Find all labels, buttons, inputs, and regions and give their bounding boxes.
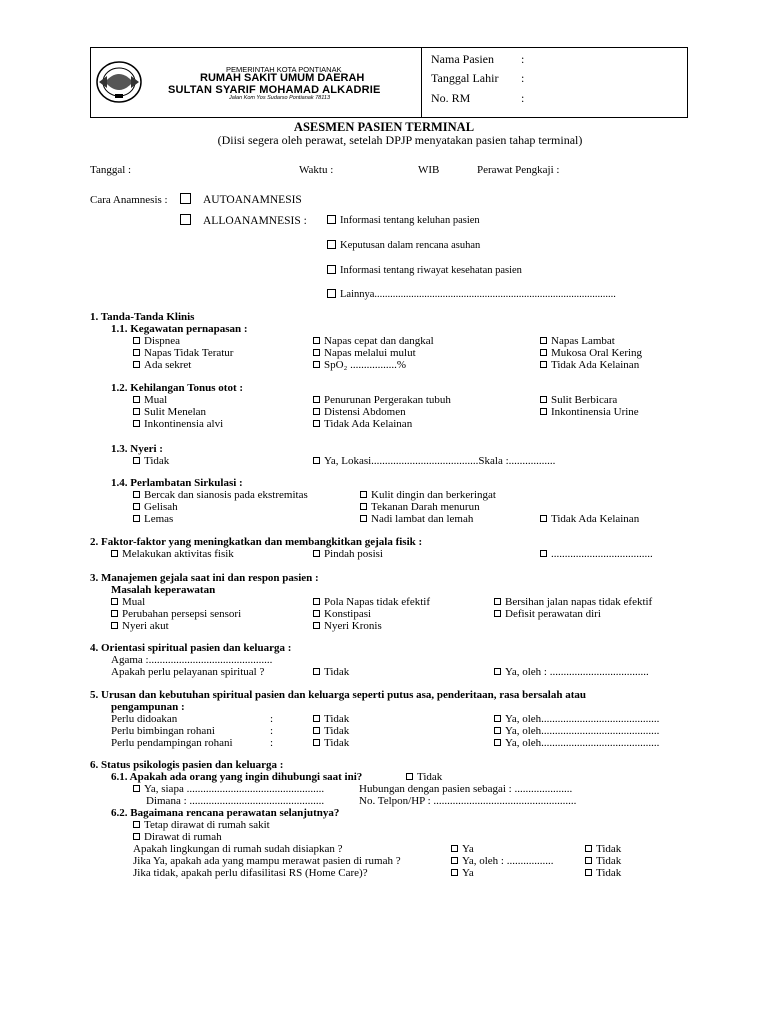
checkbox-icon xyxy=(313,396,320,403)
checkbox-item[interactable] xyxy=(133,348,233,359)
item-label: Kulit dingin dan berkeringat xyxy=(371,489,496,501)
checkbox-icon xyxy=(540,361,547,368)
allo-opt-2[interactable] xyxy=(327,240,480,252)
colon: : xyxy=(270,725,274,737)
item-label: Ya, oleh........................................... xyxy=(505,737,660,749)
checkbox-item[interactable] xyxy=(133,784,324,795)
item-label: Tidak Ada Kelainan xyxy=(551,513,640,525)
item-label: Perubahan persepsi sensori xyxy=(122,608,242,620)
item-label: ..................................... xyxy=(551,548,653,560)
item-label: Bercak dan sianosis pada ekstremitas xyxy=(144,489,308,501)
checkbox-item[interactable] xyxy=(313,549,383,560)
item-label: Nyeri Kronis xyxy=(324,620,382,632)
checkbox-icon xyxy=(313,457,320,464)
section-1-4-title: 1.4. Perlambatan Sirkulasi : xyxy=(111,477,243,489)
item-label: Ya, oleh : .................................... xyxy=(505,666,649,678)
checkbox-item[interactable] xyxy=(133,395,167,406)
item-label: Tidak xyxy=(596,867,622,879)
checkbox-icon xyxy=(313,550,320,557)
section-4-title: 4. Orientasi spiritual pasien dan keluarga : xyxy=(90,642,292,654)
item-label: Napas cepat dan dangkal xyxy=(324,335,434,347)
row-label: Perlu didoakan xyxy=(111,713,178,725)
item-label: Tidak xyxy=(144,455,170,467)
allo-opt-1[interactable] xyxy=(327,215,480,227)
checkbox-icon xyxy=(313,622,320,629)
item-label: Gelisah xyxy=(144,501,178,513)
opt-label: Informasi tentang riwayat kesehatan pasien xyxy=(340,265,522,276)
section-1-2-title: 1.2. Kehilangan Tonus otot : xyxy=(111,382,244,394)
anamnesa-label: Cara Anamnesis : xyxy=(90,194,168,206)
checkbox-icon xyxy=(313,337,320,344)
opt-label: Informasi tentang keluhan pasien xyxy=(340,215,480,226)
checkbox-item[interactable] xyxy=(313,726,349,737)
checkbox-icon xyxy=(360,503,367,510)
checkbox-icon xyxy=(180,193,191,204)
checkbox-item[interactable] xyxy=(451,868,474,879)
checkbox-item[interactable] xyxy=(451,856,553,867)
checkbox-item[interactable] xyxy=(540,336,615,347)
checkbox-icon xyxy=(133,785,140,792)
item-label: Ada sekret xyxy=(144,359,192,371)
item-label: Melakukan aktivitas fisik xyxy=(122,548,234,560)
checkbox-icon xyxy=(313,610,320,617)
checkbox-item[interactable] xyxy=(585,856,621,867)
page-title: ASESMEN PASIEN TERMINAL xyxy=(293,120,475,134)
checkbox-item[interactable] xyxy=(133,407,206,418)
checkbox-icon xyxy=(494,598,501,605)
checkbox-item[interactable] xyxy=(313,348,416,359)
section-5-title-cont: pengampunan : xyxy=(111,701,185,713)
item-label: Tetap dirawat di rumah sakit xyxy=(144,819,270,831)
row-question: Jika tidak, apakah perlu difasilitasi RS (Home Care)? xyxy=(133,867,368,879)
item-label: Inkontinensia Urine xyxy=(551,406,639,418)
checkbox-icon xyxy=(133,396,140,403)
checkbox-item[interactable] xyxy=(111,597,145,608)
checkbox-item[interactable] xyxy=(585,868,621,879)
checkbox-item[interactable] xyxy=(494,726,659,737)
item-label: Defisit perawatan diri xyxy=(505,608,601,620)
checkbox-item[interactable] xyxy=(133,419,223,430)
field-nama-pasien: Nama Pasien xyxy=(431,52,494,66)
checkbox-item[interactable] xyxy=(360,502,480,513)
checkbox-icon xyxy=(133,833,140,840)
item-label: Tidak xyxy=(324,666,350,678)
section-1-1-title: 1.1. Kegawatan pernapasan : xyxy=(111,323,248,335)
auto-label: AUTOANAMNESIS xyxy=(203,194,302,206)
opt-label: Keputusan dalam rencana asuhan xyxy=(340,240,481,251)
item-label: Tekanan Darah menurun xyxy=(371,501,480,513)
checkbox-icon xyxy=(133,491,140,498)
checkbox-icon xyxy=(327,265,336,274)
checkbox-icon xyxy=(540,349,547,356)
header-box xyxy=(90,47,688,118)
checkbox-item[interactable] xyxy=(133,456,169,467)
item-label: Lemas xyxy=(144,513,174,525)
checkbox-item[interactable] xyxy=(313,407,406,418)
checkbox-item[interactable] xyxy=(133,832,222,843)
item-label: Nyeri akut xyxy=(122,620,169,632)
checkbox-icon xyxy=(327,215,336,224)
item-label: Pola Napas tidak efektif xyxy=(324,596,430,608)
item-label: SpO₂ .................% xyxy=(324,359,407,371)
item-label: Tidak Ada Kelainan xyxy=(324,418,413,430)
gov-name: PEMERINTAH KOTA PONTIANAK xyxy=(226,65,342,74)
field-tanggal-lahir: Tanggal Lahir xyxy=(431,71,499,85)
checkbox-icon xyxy=(360,515,367,522)
checkbox-icon xyxy=(327,289,336,298)
item-label: Dispnea xyxy=(144,335,181,347)
checkbox-item[interactable] xyxy=(313,456,555,467)
item-label: Ya xyxy=(462,867,474,879)
checkbox-icon xyxy=(540,396,547,403)
checkbox-icon xyxy=(540,515,547,522)
checkbox-icon xyxy=(540,550,547,557)
spiritual-question: Apakah perlu pelayanan spiritual ? xyxy=(111,666,265,678)
dimana-field[interactable]: Dimana : ................................................. xyxy=(146,795,325,807)
checkbox-item[interactable] xyxy=(540,549,653,560)
item-label: Pindah posisi xyxy=(324,548,383,560)
checkbox-item[interactable] xyxy=(111,609,241,620)
item-label: Napas Tidak Teratur xyxy=(144,347,234,359)
item-label: Tidak xyxy=(596,843,622,855)
section-1-3-title: 1.3. Nyeri : xyxy=(111,443,163,455)
header-divider xyxy=(421,48,422,117)
checkbox-item[interactable] xyxy=(540,395,617,406)
field-sep: : xyxy=(521,71,525,85)
checkbox-icon xyxy=(111,598,118,605)
checkbox-item[interactable] xyxy=(133,490,308,501)
checkbox-icon xyxy=(451,845,458,852)
checkbox-item[interactable] xyxy=(313,360,406,371)
checkbox-item[interactable] xyxy=(313,419,412,430)
checkbox-item[interactable] xyxy=(540,514,639,525)
colon: : xyxy=(270,713,274,725)
wib-label: WIB xyxy=(418,164,440,176)
checkbox-item[interactable] xyxy=(585,844,621,855)
row-label: Perlu bimbingan rohani xyxy=(111,725,215,737)
checkbox-item[interactable] xyxy=(133,502,178,513)
item-label: Tidak xyxy=(324,713,350,725)
checkbox-item[interactable] xyxy=(111,621,169,632)
checkbox-icon xyxy=(133,420,140,427)
checkbox-item[interactable] xyxy=(494,597,652,608)
checkbox-icon xyxy=(133,349,140,356)
checkbox-icon xyxy=(540,337,547,344)
item-label: Dirawat di rumah xyxy=(144,831,222,843)
checkbox-item[interactable] xyxy=(313,336,434,347)
checkbox-icon xyxy=(451,857,458,864)
checkbox-item[interactable] xyxy=(494,609,601,620)
item-label: Napas melalui mulut xyxy=(324,347,416,359)
checkbox-item[interactable] xyxy=(494,667,649,678)
checkbox-item[interactable] xyxy=(406,772,442,783)
item-label: Mukosa Oral Kering xyxy=(551,347,643,359)
checkbox-icon xyxy=(111,622,118,629)
item-label: Sulit Menelan xyxy=(144,406,207,418)
telp-field[interactable]: No. Telpon/HP : .................................................... xyxy=(359,795,577,807)
item-label: Konstipasi xyxy=(324,608,372,620)
checkbox-item[interactable] xyxy=(133,336,180,347)
checkbox-icon xyxy=(585,869,592,876)
field-sep: : xyxy=(521,52,525,66)
hospital-name-1: RUMAH SAKIT UMUM DAERAH xyxy=(200,72,365,84)
section-6-title: 6. Status psikologis pasien dan keluarga : xyxy=(90,759,284,771)
item-label: Tidak xyxy=(324,725,350,737)
perawat-label: Perawat Pengkaji : xyxy=(477,164,560,176)
checkbox-icon xyxy=(494,610,501,617)
item-label: Ya, oleh........................................... xyxy=(505,725,660,737)
checkbox-icon xyxy=(133,361,140,368)
item-label: Inkontinensia alvi xyxy=(144,418,224,430)
waktu-label: Waktu : xyxy=(299,164,334,176)
item-label: Penurunan Pergerakan tubuh xyxy=(324,394,451,406)
opt-label: Lainnya............................................................................................ xyxy=(340,289,616,300)
item-label: Mual xyxy=(144,394,168,406)
section-2-title: 2. Faktor-faktor yang meningkatkan dan membangkitkan gejala fisik : xyxy=(90,536,423,548)
checkbox-icon xyxy=(133,503,140,510)
checkbox-icon xyxy=(313,420,320,427)
checkbox-icon xyxy=(327,240,336,249)
hospital-name-2: SULTAN SYARIF MOHAMAD ALKADRIE xyxy=(168,84,381,96)
checkbox-icon xyxy=(133,515,140,522)
checkbox-item[interactable] xyxy=(313,738,349,749)
checkbox-icon xyxy=(313,668,320,675)
checkbox-icon xyxy=(313,349,320,356)
item-label: Ya xyxy=(462,843,474,855)
row-label: Perlu pendampingan rohani xyxy=(111,737,233,749)
checkbox-item[interactable] xyxy=(313,621,382,632)
allo-opt-4[interactable] xyxy=(327,289,616,301)
section-5-title: 5. Urusan dan kebutuhan spiritual pasien dan keluarga seperti putus asa, penderitaan, rasa bersalah atau xyxy=(90,689,587,701)
section-6-2-title: 6.2. Bagaimana rencana perawatan selanjutnya? xyxy=(111,807,340,819)
item-label: Nadi lambat dan lemah xyxy=(371,513,474,525)
item-label: Ya, siapa .................................................. xyxy=(144,783,325,795)
item-label: Ya, oleh : ................. xyxy=(462,855,554,867)
checkbox-icon xyxy=(111,610,118,617)
item-label: Tidak xyxy=(324,737,350,749)
checkbox-icon xyxy=(313,361,320,368)
checkbox-item[interactable] xyxy=(360,490,496,501)
item-label: Ya, oleh........................................... xyxy=(505,713,660,725)
item-label: Tidak Ada Kelainan xyxy=(551,359,640,371)
checkbox-icon xyxy=(406,773,413,780)
auto-checkbox[interactable] xyxy=(180,193,302,207)
item-label: Sulit Berbicara xyxy=(551,394,618,406)
checkbox-item[interactable] xyxy=(540,360,639,371)
hospital-address: Jalan Kom Yos Sudarso Pontianak 78113 xyxy=(229,95,331,101)
field-no-rm: No. RM xyxy=(431,91,471,105)
row-question: Apakah lingkungan di rumah sudah disiapkan ? xyxy=(133,843,343,855)
hospital-logo-icon xyxy=(95,60,143,104)
checkbox-icon xyxy=(585,845,592,852)
checkbox-item[interactable] xyxy=(133,360,191,371)
item-label: Napas Lambat xyxy=(551,335,615,347)
item-label: Mual xyxy=(122,596,146,608)
checkbox-item[interactable] xyxy=(540,407,639,418)
checkbox-icon xyxy=(451,869,458,876)
item-label: Bersihan jalan napas tidak efektif xyxy=(505,596,653,608)
checkbox-icon xyxy=(313,408,320,415)
section-3-subtitle: Masalah keperawatan xyxy=(111,584,216,596)
tanggal-label: Tanggal : xyxy=(90,164,132,176)
checkbox-icon xyxy=(585,857,592,864)
checkbox-icon xyxy=(111,550,118,557)
checkbox-item[interactable] xyxy=(133,514,173,525)
checkbox-item[interactable] xyxy=(111,549,234,560)
checkbox-item[interactable] xyxy=(313,667,349,678)
checkbox-icon xyxy=(180,214,191,225)
checkbox-item[interactable] xyxy=(133,820,270,831)
checkbox-icon xyxy=(494,739,501,746)
checkbox-item[interactable] xyxy=(494,714,659,725)
colon: : xyxy=(270,737,274,749)
checkbox-icon xyxy=(313,715,320,722)
checkbox-icon xyxy=(494,727,501,734)
page-subtitle: (Diisi segera oleh perawat, setelah DPJP menyatakan pasien tahap terminal) xyxy=(217,133,583,147)
hubungan-field[interactable]: Hubungan dengan pasien sebagai : ..................... xyxy=(359,783,573,795)
checkbox-item[interactable] xyxy=(313,714,349,725)
section-6-1-title: 6.1. Apakah ada orang yang ingin dihubungi saat ini? xyxy=(111,771,363,783)
checkbox-icon xyxy=(360,491,367,498)
checkbox-icon xyxy=(540,408,547,415)
checkbox-item[interactable] xyxy=(313,597,430,608)
checkbox-item[interactable] xyxy=(313,609,371,620)
checkbox-icon xyxy=(133,821,140,828)
checkbox-icon xyxy=(133,408,140,415)
agama-field[interactable]: Agama :............................................. xyxy=(111,654,273,666)
item-label: Distensi Abdomen xyxy=(324,406,406,418)
checkbox-item[interactable] xyxy=(451,844,474,855)
checkbox-icon xyxy=(313,598,320,605)
checkbox-icon xyxy=(313,727,320,734)
item-label: Ya, Lokasi.......................................Skala :................. xyxy=(324,455,556,467)
field-sep: : xyxy=(521,91,525,105)
checkbox-icon xyxy=(313,739,320,746)
section-3-title: 3. Manajemen gejala saat ini dan respon pasien : xyxy=(90,572,319,584)
checkbox-item[interactable] xyxy=(360,514,473,525)
allo-opt-3[interactable] xyxy=(327,265,522,277)
allo-label: ALLOANAMNESIS : xyxy=(203,215,307,227)
checkbox-icon xyxy=(494,715,501,722)
allo-checkbox[interactable] xyxy=(180,214,307,228)
checkbox-item[interactable] xyxy=(540,348,642,359)
checkbox-item[interactable] xyxy=(494,738,659,749)
item-label: Tidak xyxy=(596,855,622,867)
checkbox-icon xyxy=(133,457,140,464)
section-1-title: 1. Tanda-Tanda Klinis xyxy=(90,311,195,323)
row-question: Jika Ya, apakah ada yang mampu merawat pasien di rumah ? xyxy=(133,855,401,867)
checkbox-icon xyxy=(494,668,501,675)
checkbox-item[interactable] xyxy=(313,395,451,406)
item-label: Tidak xyxy=(417,771,443,783)
checkbox-icon xyxy=(133,337,140,344)
